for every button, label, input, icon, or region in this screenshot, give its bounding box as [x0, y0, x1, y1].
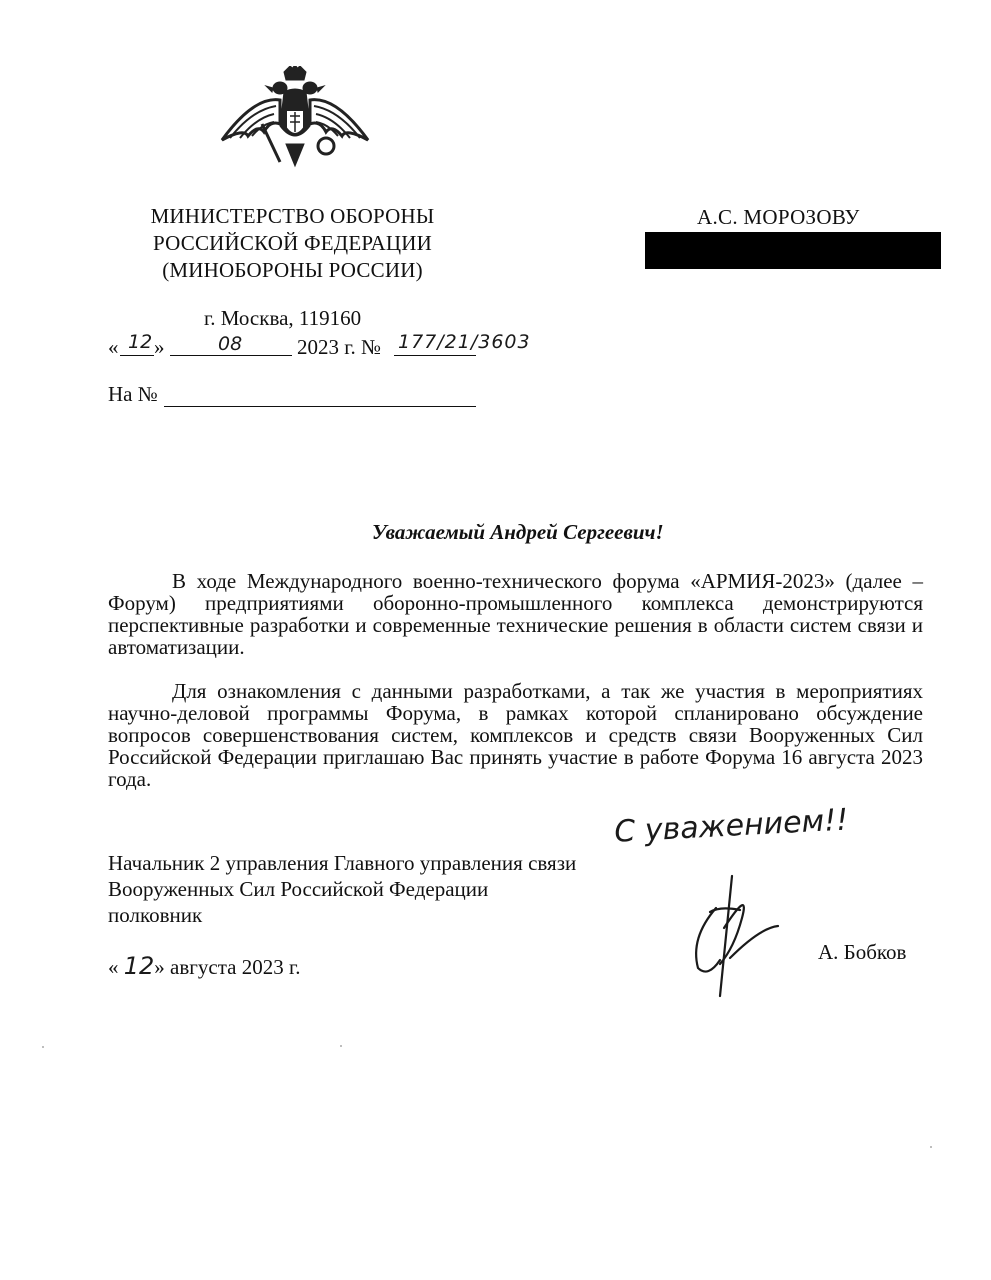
registration-line: [108, 331, 568, 363]
ministry-name-line: МИНИСТЕРСТВО ОБОРОНЫ: [150, 204, 435, 228]
addressee-name: А.С. МОРОЗОВУ: [697, 205, 860, 229]
reg-year-label: 2023 г. №: [297, 335, 382, 359]
date-rest: » августа 2023 г.: [154, 955, 301, 979]
scan-speck: [930, 1146, 932, 1148]
signatory-title: [108, 850, 576, 928]
quote-open: «: [108, 335, 119, 359]
letter-body-paragraph: [108, 680, 923, 790]
signatory-rank: полковник: [108, 903, 203, 927]
salutation: Уважаемый Андрей Сергеевич!: [372, 520, 664, 544]
quote-close: »: [154, 335, 165, 359]
date-day: 12: [123, 952, 155, 980]
ministry-header: [120, 203, 465, 284]
ministry-name-line: РОССИЙСКОЙ ФЕДЕРАЦИИ: [153, 231, 432, 255]
reply-number-blank: [164, 406, 476, 407]
date-quote-open: «: [108, 955, 119, 979]
handwritten-closing: [612, 790, 912, 850]
eagle-emblem-icon: [214, 66, 376, 174]
redaction-bar: [645, 232, 941, 269]
paragraph-text: Для ознакомления с данными разработками, а так же участия в мероприятиях научно-деловой программы Форума, в рамках которой спланировано обсуждение вопросов совершенствования систем, комплексов и средств связи Вооруженных Сил Российской Федерации приглашаю Вас принять участие в работе Форума 16 августа 2023 года.: [108, 679, 923, 791]
sender-address: г. Москва, 119160: [204, 306, 362, 330]
ministry-abbreviation: (МИНОБОРОНЫ РОССИИ): [162, 258, 423, 282]
paragraph-text: В ходе Международного военно-технического форума «АРМИЯ-2023» (далее – Форум) предприятиями оборонно-промышленного комплекса демонстрируются перспективные разработки и современные технические решения в области систем связи и автоматизации.: [108, 569, 923, 659]
signatory-position: Вооруженных Сил Российской Федерации: [108, 877, 489, 901]
scan-speck: [340, 1045, 342, 1047]
scan-speck: [42, 1046, 44, 1048]
reply-reference: [108, 382, 158, 407]
handwritten-closing-text: С уважением!!: [613, 802, 850, 850]
letter-body-paragraph: [108, 570, 923, 658]
signature-icon: [680, 868, 790, 1003]
reg-number: 177/21/3603: [398, 331, 531, 353]
signatory-name: А. Бобков: [818, 940, 907, 964]
reply-label: На №: [108, 382, 158, 406]
reg-day: 12: [128, 331, 153, 353]
signature-date: [108, 952, 300, 980]
reg-month: 08: [218, 333, 243, 355]
signatory-position: Начальник 2 управления Главного управления связи: [108, 851, 577, 875]
